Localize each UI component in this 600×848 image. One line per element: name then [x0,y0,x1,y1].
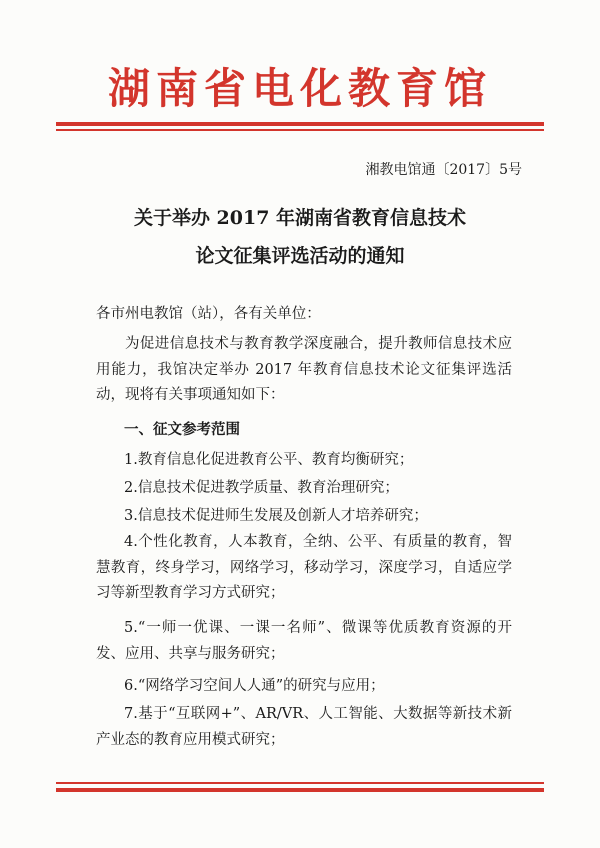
list-item: 7.基于“互联网+”、AR/VR、人工智能、大数据等新技术新产业态的教育应用模式研究； [96,706,512,748]
list-item: 3.信息技术促进师生发展及创新人才培养研究； [124,508,428,524]
document-title-line2: 论文征集评选活动的通知 [195,245,405,267]
document-number: 湘教电馆通〔2017〕5号 [365,162,522,178]
intro-paragraph: 为促进信息技术与教育教学深度融合，提升教师信息技术应用能力，我馆决定举办 2017 年教育信息技术论文征集评选活动，现将有关事项通知如下： [96,336,512,404]
footer-rule-thin [56,782,544,784]
organization-header: 湖南省电化教育馆 [107,64,492,113]
list-item: 1.教育信息化促进教育公平、教育均衡研究； [124,452,414,468]
list-item: 2.信息技术促进教学质量、教育治理研究； [124,480,399,496]
document-title-line1: 关于举办 2017 年湖南省教育信息技术 [133,207,467,229]
list-item: 4.个性化教育，人本教育，全纳、公平、有质量的教育，智慧教育，终身学习，网络学习，移动学习，深度学习，自适应学习等新型教育学习方式研究； [96,534,512,602]
salutation: 各市州电教馆（站），各有关单位： [96,306,321,322]
header-rule-thin [56,129,544,131]
list-item: 5.“一师一优课、一课一名师”、微课等优质教育资源的开发、应用、共享与服务研究； [96,620,512,662]
section-heading: 一、征文参考范围 [124,422,240,438]
header-rule-thick [56,122,544,126]
list-item: 6.“网络学习空间人人通”的研究与应用； [124,678,385,694]
footer-rule-thick [56,788,544,792]
